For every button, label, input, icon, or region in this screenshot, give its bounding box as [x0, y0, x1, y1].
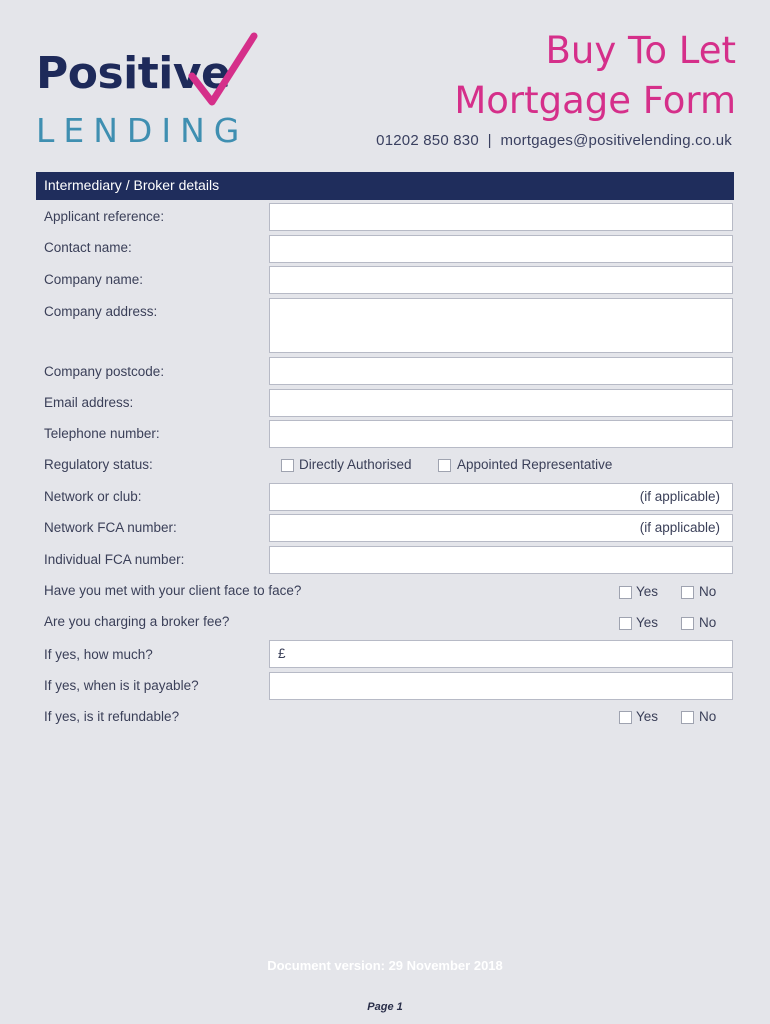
directly-authorised-checkbox[interactable]: [281, 459, 294, 472]
company-postcode-input[interactable]: [269, 357, 733, 385]
appointed-representative-label: Appointed Representative: [457, 457, 613, 472]
telephone-number-input[interactable]: [269, 420, 733, 448]
face-to-face-label: Have you met with your client face to face?: [44, 583, 302, 598]
company-address-input[interactable]: [269, 298, 733, 353]
if-applicable-hint: (if applicable): [639, 520, 720, 535]
applicant-reference-input[interactable]: [269, 203, 733, 231]
broker-fee-label: Are you charging a broker fee?: [44, 614, 230, 629]
broker-fee-yes-label: Yes: [636, 615, 659, 630]
network-fca-number-label: Network FCA number:: [44, 520, 177, 535]
checkmark-icon: [186, 32, 258, 110]
fee-refundable-yes-label: Yes: [636, 709, 659, 724]
logo-wordmark: Positive: [36, 48, 231, 99]
company-postcode-label: Company postcode:: [44, 364, 165, 379]
email-address-label: Email address:: [44, 395, 134, 410]
fee-refundable-no-label: No: [699, 709, 717, 724]
appointed-representative-checkbox[interactable]: [438, 459, 451, 472]
form-title-line-2: Mortgage Form: [454, 79, 736, 122]
contact-name-label: Contact name:: [44, 240, 132, 255]
fee-amount-input[interactable]: [269, 640, 733, 668]
logo-subtitle: LENDING: [36, 111, 249, 150]
face-to-face-yes-label: Yes: [636, 584, 659, 599]
company-name-input[interactable]: [269, 266, 733, 294]
company-logo: [36, 36, 266, 151]
fee-refundable-no-checkbox[interactable]: [681, 711, 694, 724]
network-or-club-input[interactable]: [269, 483, 733, 511]
document-version: Document version: 29 November 2018: [267, 958, 503, 973]
broker-fee-yes-checkbox[interactable]: [619, 617, 632, 630]
email-address-input[interactable]: [269, 389, 733, 417]
individual-fca-number-label: Individual FCA number:: [44, 552, 185, 567]
applicant-reference-label: Applicant reference:: [44, 209, 165, 224]
network-fca-number-input[interactable]: [269, 514, 733, 542]
fee-payable-input[interactable]: [269, 672, 733, 700]
contact-name-input[interactable]: [269, 235, 733, 263]
face-to-face-no-checkbox[interactable]: [681, 586, 694, 599]
network-or-club-label: Network or club:: [44, 489, 142, 504]
fee-refundable-yes-checkbox[interactable]: [619, 711, 632, 724]
regulatory-status-label: Regulatory status:: [44, 457, 153, 472]
fee-refundable-label: If yes, is it refundable?: [44, 709, 180, 724]
company-address-label: Company address:: [44, 304, 158, 319]
face-to-face-no-label: No: [699, 584, 717, 599]
individual-fca-number-input[interactable]: [269, 546, 733, 574]
face-to-face-yes-checkbox[interactable]: [619, 586, 632, 599]
fee-payable-label: If yes, when is it payable?: [44, 678, 199, 693]
company-name-label: Company name:: [44, 272, 144, 287]
if-applicable-hint: (if applicable): [639, 489, 720, 504]
directly-authorised-label: Directly Authorised: [299, 457, 412, 472]
broker-fee-no-checkbox[interactable]: [681, 617, 694, 630]
currency-symbol: £: [278, 646, 286, 661]
page-number: Page 1: [367, 1001, 403, 1013]
form-title-line-1: Buy To Let: [545, 29, 736, 72]
telephone-number-label: Telephone number:: [44, 426, 160, 441]
section-header: Intermediary / Broker details: [36, 172, 734, 200]
form-title: [454, 26, 736, 126]
broker-fee-no-label: No: [699, 615, 717, 630]
fee-amount-label: If yes, how much?: [44, 647, 153, 662]
contact-details: 01202 850 830 | mortgages@positivelending.co.uk: [376, 132, 732, 149]
